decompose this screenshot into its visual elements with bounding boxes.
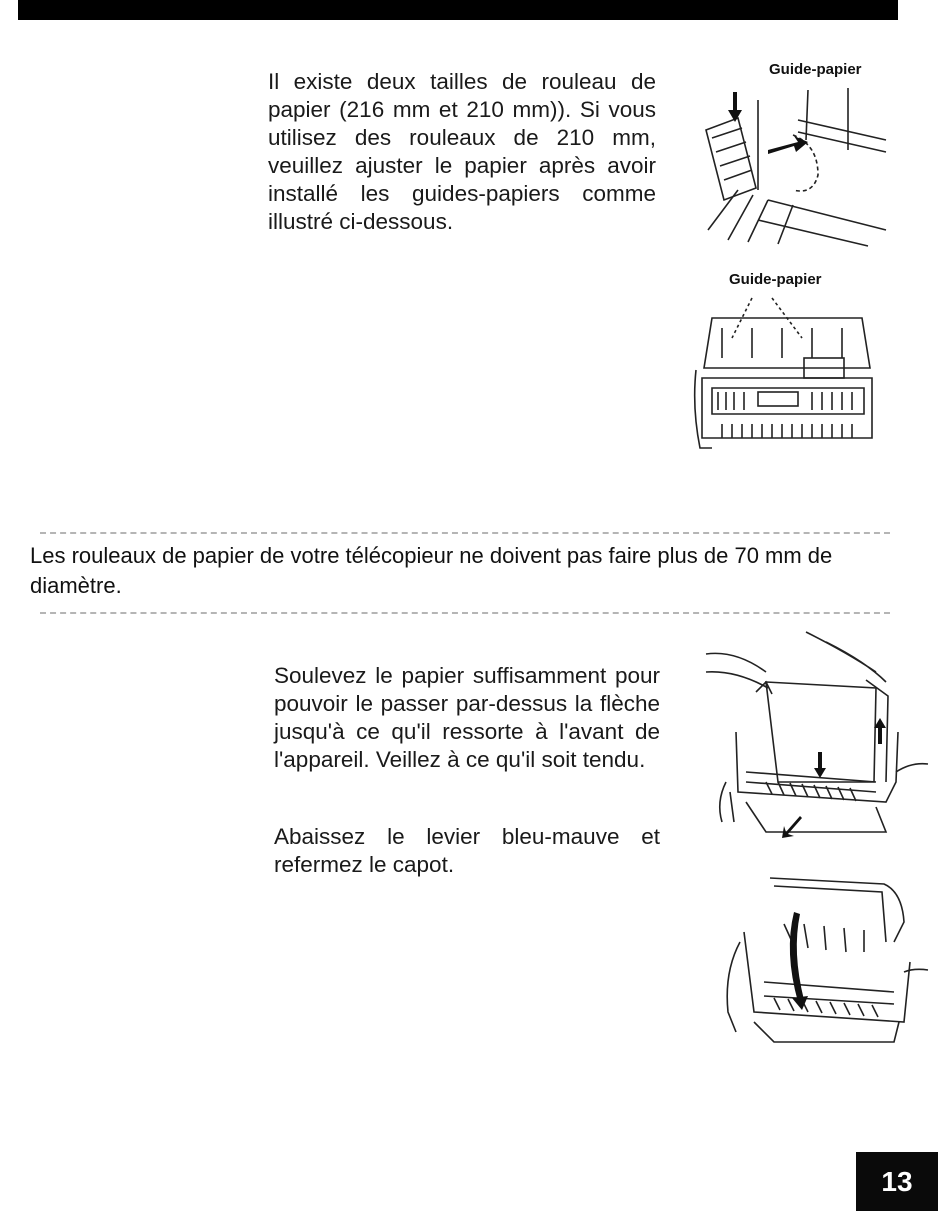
lower-lever-instruction: Abaissez le levier bleu-mauve et refermez le capot.: [274, 824, 660, 877]
close-cover-illustration: [714, 872, 928, 1044]
page-number: 13: [856, 1152, 938, 1211]
header-bar: [18, 0, 898, 20]
paper-guide-insertion-illustration: [698, 80, 886, 246]
guide-caption-bottom: Guide-papier: [729, 271, 822, 288]
note-divider-top: [40, 532, 890, 534]
fax-front-guide-illustration: [692, 288, 882, 454]
guide-caption-top: Guide-papier: [769, 61, 862, 78]
roll-diameter-note: Les rouleaux de papier de votre télécopieur ne doivent pas faire plus de 70 mm de diamètre.: [30, 543, 833, 598]
paper-feeding-illustration: [706, 632, 928, 848]
note-divider-bottom: [40, 612, 890, 614]
lift-paper-instruction: Soulevez le papier suffisamment pour pouvoir le passer par-dessus la flèche jusqu'à ce qu'il ressorte à l'avant de l'appareil. Veillez à ce qu'il soit tendu.: [274, 663, 660, 772]
intro-paragraph: Il existe deux tailles de rouleau de papier (216 mm et 210 mm)). Si vous utilisez des rouleaux de 210 mm, veuillez ajuster le papier après avoir installé les guides-papiers comme illustré ci-dessous.: [268, 69, 656, 234]
